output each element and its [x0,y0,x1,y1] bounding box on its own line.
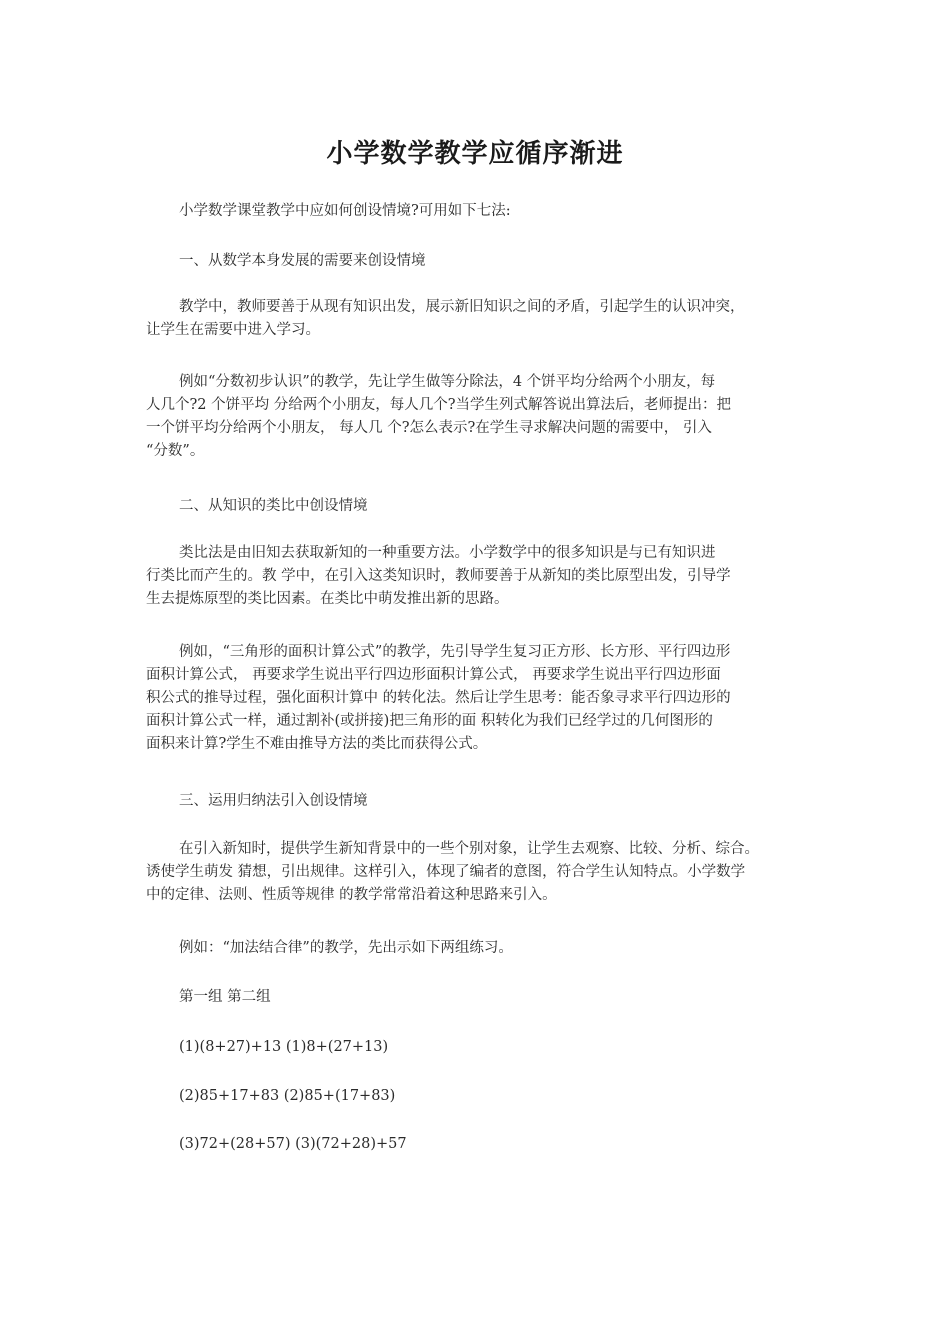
paragraph-line: 例如：“加法结合律”的教学，先出示如下两组练习。 [179,940,513,956]
paragraph-line: 例如，“三角形的面积计算公式”的教学，先引导学生复习正方形、长方形、平行四边形 [179,644,731,660]
paragraph-line: “分数”。 [146,443,205,459]
paragraph-line: 生去提炼原型的类比因素。在类比中萌发推出新的思路。 [146,591,509,607]
page-title: 小学数学教学应循序渐进 [326,139,624,169]
paragraph-line: 面积计算公式， 再要求学生说出平行四边形面积计算公式， 再要求学生说出平行四边形面 [146,667,721,683]
paragraph-line: 二、从知识的类比中创设情境 [179,498,368,514]
paragraph-line: (3)72+(28+57) (3)(72+28)+57 [179,1136,407,1152]
paragraph-line: 小学数学课堂教学中应如何创设情境?可用如下七法: [179,203,511,219]
section-heading-2 [146,495,808,518]
paragraph-line: 在引入新知时，提供学生新知背景中的一些个别对象，让学生去观察、比较、分析、综合。 [179,841,759,857]
paragraph-2 [146,371,808,463]
exercise-groups-heading [146,986,808,1009]
paragraph-line: 例如“分数初步认识”的教学，先让学生做等分除法，4 个饼平均分给两个小朋友，每 [179,374,716,390]
paragraph-6 [146,937,808,960]
exercise-line-1 [146,1036,808,1059]
section-heading-1 [146,250,808,273]
paragraph-line: 面积计算公式一样，通过割补(或拼接)把三角形的面 积转化为我们已经学过的几何图形的 [146,713,713,729]
paragraph-line: 诱使学生萌发 猜想，引出规律。这样引入，体现了编者的意图，符合学生认知特点。小学数学 [146,864,746,880]
paragraph-line: (2)85+17+83 (2)85+(17+83) [179,1088,396,1104]
paragraph-line: 教学中，教师要善于从现有知识出发，展示新旧知识之间的矛盾，引起学生的认识冲突， [179,299,745,315]
paragraph-line: 积公式的推导过程，强化面积计算中 的转化法。然后让学生思考：能否象寻求平行四边形的 [146,690,731,706]
paragraph-line: (1)(8+27)+13 (1)8+(27+13) [179,1039,389,1055]
paragraph-3 [146,542,808,611]
paragraph-line: 一、从数学本身发展的需要来创设情境 [179,253,426,269]
paragraph-line: 行类比而产生的。教 学中，在引入这类知识时，教师要善于从新知的类比原型出发，引导学 [146,568,731,584]
section-heading-3 [146,790,808,813]
paragraph-intro [146,200,808,223]
paragraph-line: 三、运用归纳法引入创设情境 [179,793,368,809]
paragraph-line: 类比法是由旧知去获取新知的一种重要方法。小学数学中的很多知识是与已有知识进 [179,545,716,561]
paragraph-line: 让学生在需要中进入学习。 [146,322,320,338]
exercise-line-3 [146,1133,808,1156]
exercise-line-2 [146,1085,808,1108]
paragraph-line: 第一组 第二组 [179,989,271,1005]
paragraph-5 [146,838,808,907]
paragraph-line: 中的定律、法则、性质等规律 的教学常常沿着这种思路来引入。 [146,887,557,903]
paragraph-line: 面积来计算?学生不难由推导方法的类比而获得公式。 [146,736,488,752]
paragraph-line: 一个饼平均分给两个小朋友， 每人几 个?怎么表示?在学生寻求解决问题的需要中， 引入 [146,420,712,436]
paragraph-1 [146,296,808,342]
paragraph-line: 人几个?2 个饼平均 分给两个小朋友，每人几个?当学生列式解答说出算法后，老师提出：把 [146,397,731,413]
paragraph-4 [146,641,808,756]
